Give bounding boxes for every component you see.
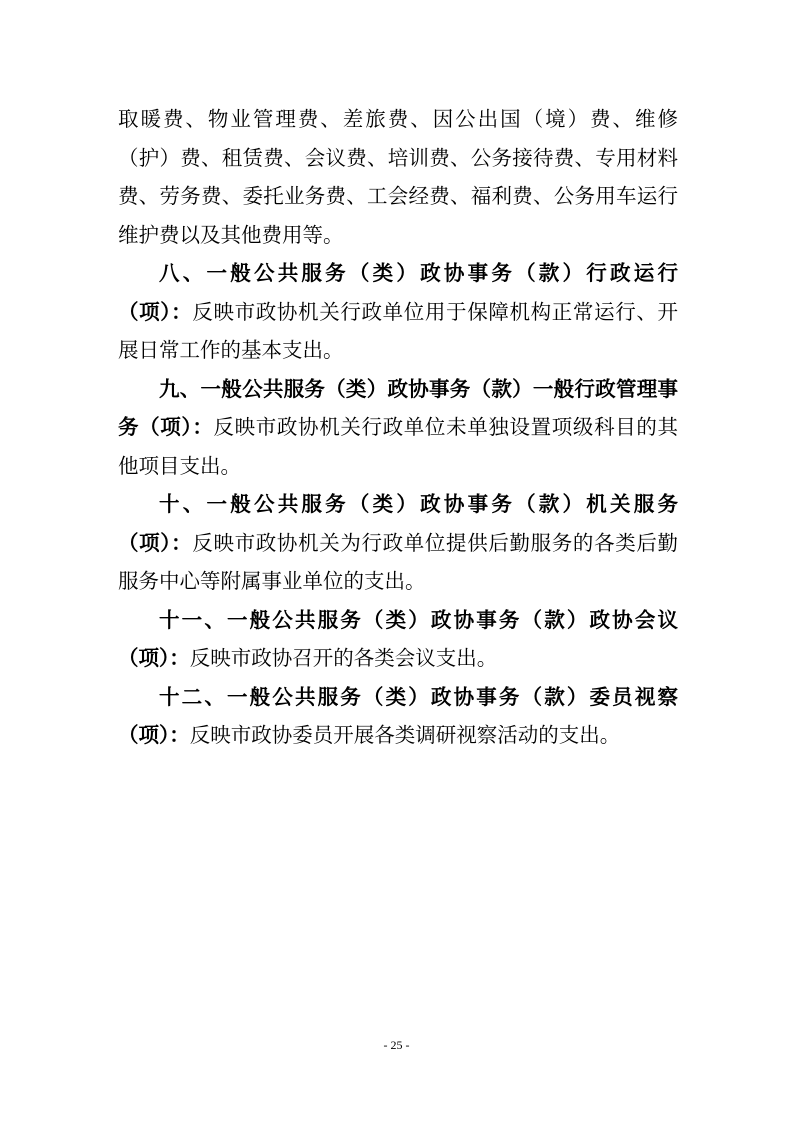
section-11-body: 反映市政协召开的各类会议支出。 xyxy=(189,646,498,670)
continuation-paragraph: 取暖费、物业管理费、差旅费、因公出国（境）费、维修（护）费、租赁费、会议费、培训费、公务接待费、专用材料费、劳务费、委托业务费、工会经费、福利费、公务用车运行维护费以及其他费用等。 xyxy=(118,107,678,247)
section-11-paragraph xyxy=(118,601,678,678)
section-9-body: 反映市政协机关行政单位未单独设置项级科目的其他项目支出。 xyxy=(118,415,679,478)
section-8-paragraph xyxy=(118,254,678,370)
page-number: - 25 - xyxy=(383,1038,410,1052)
section-10-heading: 十、一般公共服务（类）政协事务（款）机关服务（项）： xyxy=(118,492,678,555)
section-8-heading: 八、一般公共服务（类）政协事务（款）行政运行（项）： xyxy=(118,261,678,324)
section-10-body: 反映市政协机关为行政单位提供后勤服务的各类后勤服务中心等附属事业单位的支出。 xyxy=(118,530,678,593)
section-11-heading: 十一、一般公共服务（类）政协事务（款）政协会议（项）： xyxy=(118,607,678,670)
section-12-paragraph xyxy=(118,678,678,755)
section-12-heading: 十二、一般公共服务（类）政协事务（款）委员视察（项）： xyxy=(118,684,678,747)
section-8-body: 反映市政协机关行政单位用于保障机构正常运行、开展日常工作的基本支出。 xyxy=(118,299,678,362)
document-body xyxy=(118,100,678,755)
section-9-heading: 九、一般公共服务（类）政协事务（款）一般行政管理事务（项）： xyxy=(118,376,678,439)
section-10-paragraph xyxy=(118,485,678,601)
section-9-paragraph xyxy=(118,370,678,486)
section-12-body: 反映市政协委员开展各类调研视察活动的支出。 xyxy=(189,723,621,747)
